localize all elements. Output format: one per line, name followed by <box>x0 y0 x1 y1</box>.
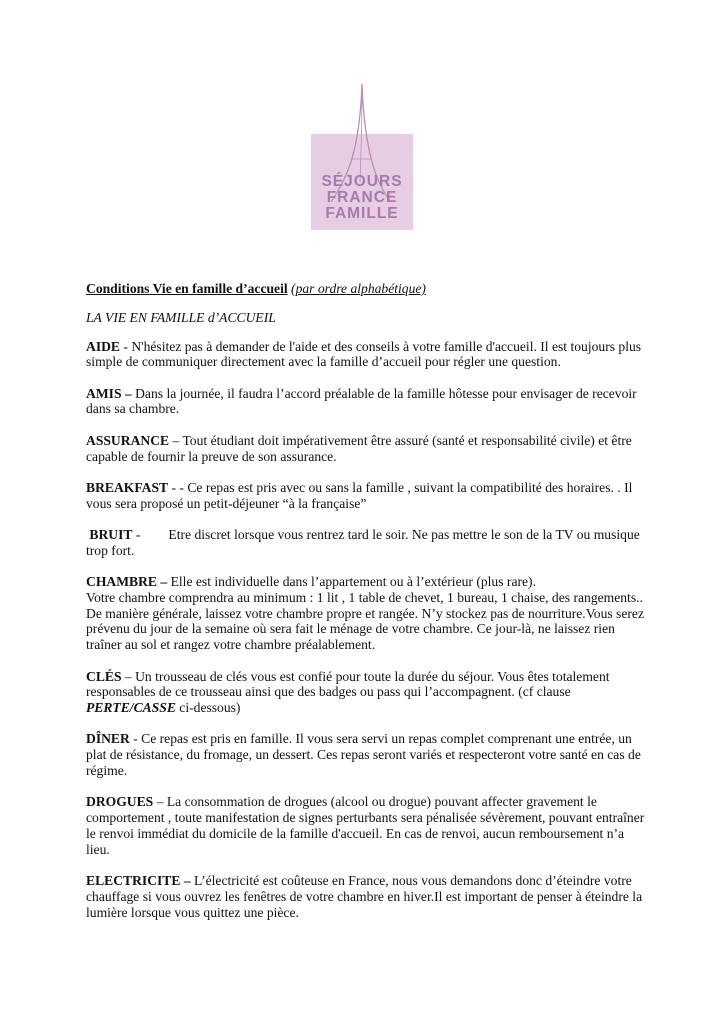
text-breakfast: - - Ce repas est pris avec ou sans la famille , suivant la compatibilité des horaires. . Il vous sera proposé un petit-déjeuner “à la française” <box>86 479 633 511</box>
term-amis: AMIS – <box>86 385 132 401</box>
entry-amis <box>86 386 646 418</box>
text-drogues: – La consommation de drogues (alcool ou drogue) pouvant affecter gravement le comportement , toute manifestation de signes perturbants sera pénalisée sévèrement, pouvant entraîner le renvoi immédiat du domicile de la famille d'accueil. En cas de renvoi, aucun remboursement n’a lieu. <box>86 794 645 857</box>
entry-bruit <box>86 527 646 559</box>
logo-line-3: FAMILLE <box>325 205 399 222</box>
document-body <box>86 281 646 936</box>
entry-aide <box>86 339 646 371</box>
text-chambre-1: Elle est individuelle dans l’appartement ou à l’extérieur (plus rare). <box>167 574 536 590</box>
text-cles: – Un trousseau de clés vous est confié pour toute la durée du séjour. Vous êtes totalement responsables de ce trousseau ainsi que des badges ou pass qui l’accompagnent. (cf clause <box>86 668 610 700</box>
entry-drogues <box>86 794 646 857</box>
entry-diner <box>86 731 646 778</box>
entry-breakfast <box>86 480 646 512</box>
heading-sub: (par ordre alphabétique) <box>291 281 426 296</box>
term-chambre: CHAMBRE – <box>86 574 168 590</box>
sejours-france-famille-logo <box>311 84 413 232</box>
entry-cles <box>86 669 646 716</box>
entry-chambre <box>86 574 646 653</box>
term-assurance: ASSURANCE <box>86 432 170 448</box>
term-diner: DÎNER <box>86 731 130 747</box>
text-aide: - N'hésitez pas à demander de l'aide et des conseils à votre famille d'accueil. Il est toujours plus simple de communiquer directement avec la famille d’accueil pour régler une question. <box>86 338 642 370</box>
text-assurance: – Tout étudiant doit impérativement être assuré (santé et responsabilité civile) et être capable de fournir la preuve de son assurance. <box>86 432 632 464</box>
term-aide: AIDE <box>86 338 120 354</box>
term-cles: CLÉS <box>86 668 122 684</box>
dash-bruit: - <box>132 526 141 542</box>
entry-assurance <box>86 433 646 465</box>
heading-main: Conditions Vie en famille d’accueil <box>86 281 288 296</box>
entry-electricite <box>86 873 646 920</box>
text-cles-after: ci-dessous) <box>175 700 241 716</box>
logo-line-2: FRANCE <box>326 189 398 206</box>
ref-perte-casse: PERTE/CASSE <box>86 700 176 716</box>
text-amis: Dans la journée, il faudra l’accord préalable de la famille hôtesse pour envisager de recevoir dans sa chambre. <box>86 385 637 417</box>
chambre-line-1 <box>86 574 646 590</box>
term-electricite: ELECTRICITE – <box>86 873 191 889</box>
term-breakfast: BREAKFAST <box>86 479 169 495</box>
logo-line-1: SÉJOURS <box>321 173 403 190</box>
document-heading <box>86 281 646 297</box>
logo-wordmark <box>311 174 413 222</box>
text-diner: - Ce repas est pris en famille. Il vous sera servi un repas complet comprenant une entrée, un plat de résistance, du fromage, un dessert. Ces repas seront variés et respecteront votre santé en cas de régime. <box>86 731 641 779</box>
chambre-line-2: Votre chambre comprendra au minimum : 1 lit , 1 table de chevet, 1 bureau, 1 chaise, des rangements.. <box>86 589 643 605</box>
section-subtitle: LA VIE EN FAMILLE d’ACCUEIL <box>86 309 276 325</box>
term-bruit: BRUIT <box>89 526 133 542</box>
text-bruit: Etre discret lorsque vous rentrez tard le soir. Ne pas mettre le son de la TV ou musique trop fort. <box>86 526 640 558</box>
chambre-line-3: De manière générale, laissez votre chambre propre et rangée. N’y stockez pas de nourriture.Vous serez prévenu du jour de la semaine où sera fait le ménage de votre chambre. Ce jour-là, ne laissez rien traîner au sol et rangez votre chambre préalablement. <box>86 605 644 653</box>
text-electricite: L’électricité est coûteuse en France, nous vous demandons donc d’éteindre votre chauffage si vous ouvrez les fenêtres de votre chambre en hiver.Il est important de penser à éteindre la lumière lorsque vous quittez une pièce. <box>86 873 643 920</box>
term-drogues: DROGUES <box>86 794 154 810</box>
